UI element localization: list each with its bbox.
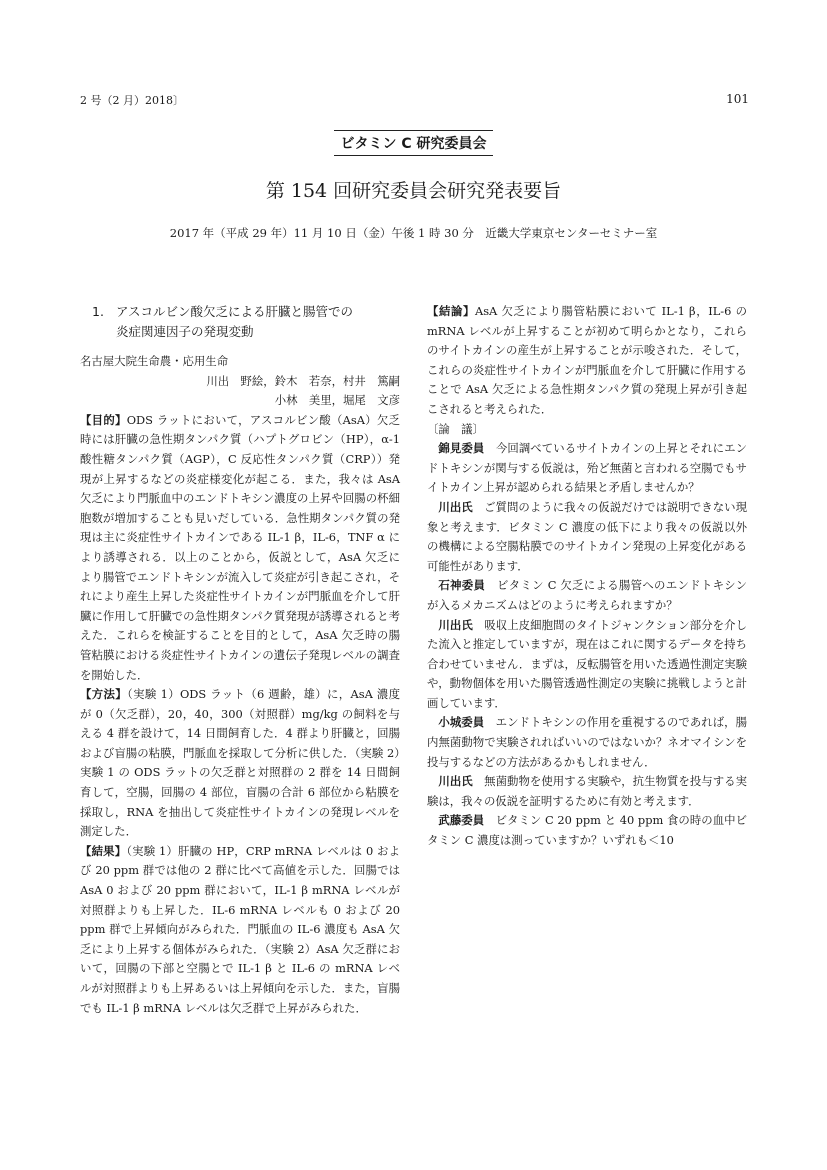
results-text: （実験 1）肝臓の HP，CRP mRNA レベルは 0 および 20 ppm 群では他の 2 群に比べて高値を示した．回腸では AsA 0 および 20 ppm 群において，IL-1 β mRNA レベルが対照群よりも上昇した．IL-6 mRNA レベルも 0 および 20 ppm 群で上昇傾向がみられた．門脈血の IL-6 濃度も AsA 欠乏により上昇する個体がみられた．（実験 2）AsA 欠乏群において，回腸の下部と空腸とで IL-1 β と IL-6 の mRNA レベルが対照群よりも上昇あるいは上昇傾向を示した．また，盲腸でも IL-1 β mRNA レベルは欠乏群で上昇がみられた． [80,843,400,1015]
speaker-name: 石神委員 [438,578,486,593]
speaker-name: 川出氏 [438,774,473,789]
speaker-name: 小城委員 [438,715,485,730]
methods-label: 【方法】 [80,687,128,702]
discussion-entry [427,498,747,576]
discussion-heading: 〔論 議〕 [427,421,484,436]
conclusion-label: 【結論】 [427,304,475,318]
running-header-issue: 2 号（2 月）2018〕 [80,94,184,107]
speaker-name: 川出氏 [438,499,473,514]
page-number: 101 [726,92,749,106]
discussion-entry [427,439,747,498]
meeting-date-venue: 2017 年（平成 29 年）11 月 10 日（金）午後 1 時 30 分 近畿大学東京センターセミナー室 [169,226,658,240]
page-title: 第 154 回研究委員会研究発表要旨 [265,180,562,202]
committee-name: ビタミン C 研究委員会 [334,130,492,156]
article-title-text [116,302,353,342]
discussion-entry [427,772,747,811]
authors-line-2: 小林 美里，堀尾 文彦 [274,393,400,408]
authors-line-1: 川出 野絵，鈴木 若奈，村井 篤嗣 [206,373,400,388]
discussion-entry [427,616,747,714]
article-title [92,302,400,342]
entry-text: エンドトキシンの作用を重視するのであれば，腸内無菌動物で実験されればいいのではないか？ネオマイシンを投与するなどの方法があるかもしれません． [427,715,747,769]
right-column [427,302,747,851]
purpose-paragraph [80,411,400,685]
speaker-name: 川出氏 [438,617,473,632]
discussion-entry [427,576,747,615]
conclusion-paragraph [427,302,747,420]
methods-text: （実験 1）ODS ラット（6 週齢，雄）に，AsA 濃度が 0（欠乏群），20，40，300（対照群）mg/kg の飼料を与える 4 群を設けて，14 日間飼育した．4 群より肝臓と，回腸および盲腸の粘膜，門脈血を採取して分析に供した．（実験 2）実験 1 の ODS ラットの欠乏群と対照群の 2 群を 14 日間飼育して，空腸，回腸の 4 部位，盲腸の合計 6 部位から粘膜を採取し，RNA を抽出して炎症性サイトカインの発現レベルを測定した． [80,687,400,839]
conclusion-text: AsA 欠乏により腸管粘膜において IL-1 β，IL-6 の mRNA レベルが上昇することが初めて明らかとなり，これらのサイトカインの産生が上昇することが示唆された．そして，これらの炎症性サイトカインが門脈血を介して肝臓に作用することで AsA 欠乏による急性期タンパク質の発現上昇が引き起こされると考えられた． [427,304,747,416]
committee-banner [0,130,827,156]
speaker-name: 錦見委員 [438,441,485,456]
entry-text: ご質問のように我々の仮説だけでは説明できない現象と考えます．ビタミン C 濃度の低下により我々の仮説以外の機構による空腸粘膜でのサイトカイン発現の上昇変化がある可能性があります． [427,499,747,573]
discussion-entry [427,811,747,850]
left-column [80,302,400,1018]
affiliation: 名古屋大院生命農・応用生命 [80,354,229,368]
purpose-label: 【目的】 [80,412,127,427]
discussion-entry [427,713,747,772]
methods-paragraph [80,685,400,842]
results-label: 【結果】 [80,843,127,858]
purpose-text: ODS ラットにおいて，アスコルビン酸（AsA）欠乏時には肝臓の急性期タンパク質（ハプトグロビン（HP），α-1 酸性糖タンパク質（AGP），C 反応性タンパク質（CRP））発現が上昇するなどの炎症様変化が起こる．また，我々は AsA 欠乏により門脈血中のエンドトキシン濃度の上昇や回腸の杯細胞数が増加することも見いだしている．急性期タンパク質の発現は主に炎症性サイトカインである IL-1 β，IL-6，TNF α により誘導される．以上のことから，仮説として，AsA 欠乏により腸管でエンドトキシンが流入して炎症が引き起こされ，それにより産生上昇した炎症性サイトカインが門脈血を介して肝臓に作用して肝臓での急性期タンパク質発現が誘導されると考えた．これらを検証することを目的として，AsA 欠乏時の腸管粘膜における炎症性サイトカインの遺伝子発現レベルの調査を開始した． [80,412,400,682]
article-number: 1. [92,304,104,319]
results-paragraph [80,842,400,1018]
entry-text: 今回調べているサイトカインの上昇とそれにエンドトキシンが関与する仮説は，殆ど無菌と言われる空腸でもサイトカイン上昇が認められる結果と矛盾しませんか？ [427,441,747,495]
speaker-name: 武藤委員 [438,813,485,828]
article-title-line1: アスコルビン酸欠乏による肝臓と腸管での [116,304,354,319]
entry-text: 吸収上皮細胞間のタイトジャンクション部分を介した流入と推定していますが，現在はこれに関するデータを持ち合わせていません．まずは，反転腸管を用いた透過性測定実験や，動物個体を用いた腸管透過性測定の実験に挑戦しようと計画しています． [427,617,747,710]
entry-text: ビタミン C 20 ppm と 40 ppm 食の時の血中ビタミン C 濃度は測っていますか？いずれも＜10 [427,813,747,848]
entry-text: ビタミン C 欠乏による腸管へのエンドトキシンが入るメカニズムはどのように考えられますか？ [427,578,747,612]
article-title-line2: 炎症関連因子の発現変動 [116,324,254,339]
entry-text: 無菌動物を使用する実験や，抗生物質を投与する実験は，我々の仮説を証明するために有効と考えます． [427,774,747,808]
